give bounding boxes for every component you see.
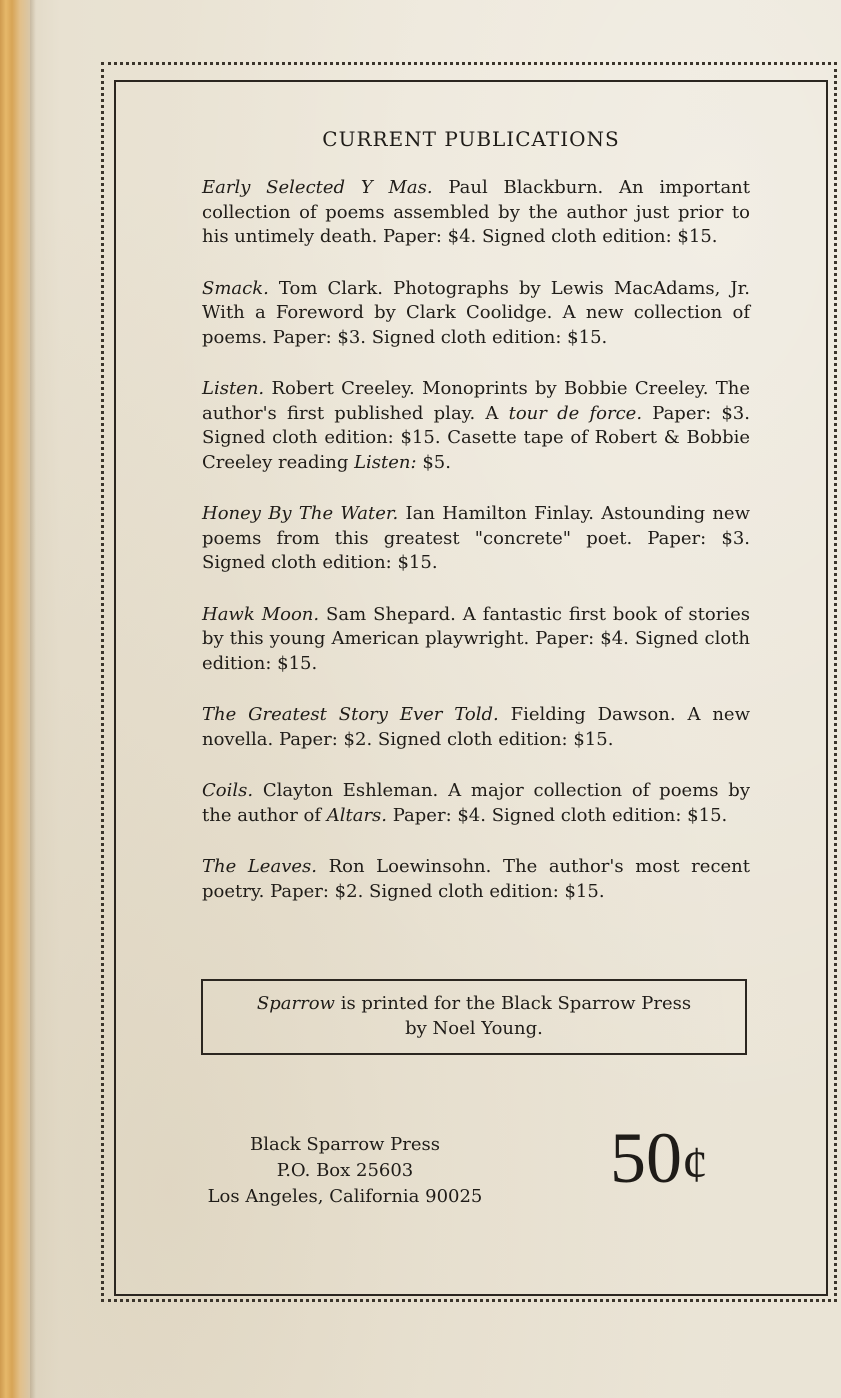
- publication-italic-phrase: tour de force.: [508, 402, 643, 424]
- publication-entry: [202, 502, 750, 576]
- publication-title: The Leaves.: [202, 856, 317, 877]
- publication-description: Robert Creeley. Monoprints by Bobbie Creeley. The author's first published play. A: [202, 378, 750, 424]
- publication-description: Paper: $3. Signed cloth edition: $15. Casette tape of Robert & Bobbie Creeley reading: [202, 402, 750, 473]
- publication-description: Paul Blackburn. An important collection of poems assembled by the author just prior to his untimely death. Paper: $4. Signed cloth edition: $15.: [202, 177, 750, 247]
- publication-title: Early Selected Y Mas.: [202, 177, 433, 198]
- publication-description: Tom Clark. Photographs by Lewis MacAdams, Jr. With a Foreword by Clark Coolidge. A new collection of poems. Paper: $3. Signed cloth edition: $15.: [202, 277, 750, 348]
- publication-title: Hawk Moon.: [202, 603, 320, 625]
- page-heading: CURRENT PUBLICATIONS: [322, 127, 620, 151]
- printer-notice-text: is printed for the Black Sparrow Press: [334, 993, 692, 1014]
- publications-list: [202, 176, 750, 931]
- publication-title: Coils.: [202, 780, 254, 801]
- publication-description: Ian Hamilton Finlay. Astounding new poems from this greatest "concrete" poet. Paper: $3. Signed cloth edition: $15.: [202, 503, 750, 573]
- book-spine-edge: [0, 0, 30, 1398]
- publisher-address: [190, 1132, 500, 1210]
- publication-entry: [202, 703, 750, 752]
- price-amount: 50: [610, 1118, 682, 1198]
- publication-entry: [202, 377, 750, 475]
- printer-notice-line: [203, 991, 745, 1016]
- cover-price: [610, 1118, 708, 1206]
- publication-title: Listen.: [202, 378, 265, 399]
- publication-entry: [202, 779, 750, 828]
- address-line: Los Angeles, California 90025: [207, 1186, 483, 1207]
- printer-notice-box: [201, 979, 747, 1055]
- address-line: Black Sparrow Press: [249, 1134, 441, 1155]
- publication-italic-phrase: Altars.: [326, 804, 388, 826]
- price-unit: ¢: [682, 1137, 708, 1194]
- address-line: P.O. Box 25603: [276, 1160, 414, 1181]
- magazine-name: Sparrow: [256, 993, 335, 1014]
- printer-notice-line: by Noel Young.: [405, 1018, 543, 1039]
- publication-description: Paper: $4. Signed cloth edition: $15.: [387, 804, 728, 826]
- publication-italic-phrase: Listen:: [354, 451, 417, 473]
- publication-description: $5.: [416, 451, 451, 473]
- publication-title: The Greatest Story Ever Told.: [202, 704, 499, 725]
- publication-entry: [202, 855, 750, 904]
- publication-entry: [202, 603, 750, 677]
- publication-description: Fielding Dawson. A new novella. Paper: $2. Signed cloth edition: $15.: [202, 704, 750, 750]
- publication-description: Sam Shepard. A fantastic first book of stories by this young American playwright. Paper: $4. Signed cloth edition: $15.: [202, 603, 750, 674]
- publication-title: Smack.: [202, 277, 269, 299]
- publication-entry: [202, 176, 750, 250]
- publication-title: Honey By The Water.: [202, 503, 399, 524]
- publication-entry: [202, 277, 750, 351]
- publication-description: Clayton Eshleman. A major collection of poems by the author of: [202, 780, 750, 826]
- publication-description: Ron Loewinsohn. The author's most recent poetry. Paper: $2. Signed cloth edition: $15.: [202, 856, 751, 902]
- spine-shadow: [30, 0, 36, 1398]
